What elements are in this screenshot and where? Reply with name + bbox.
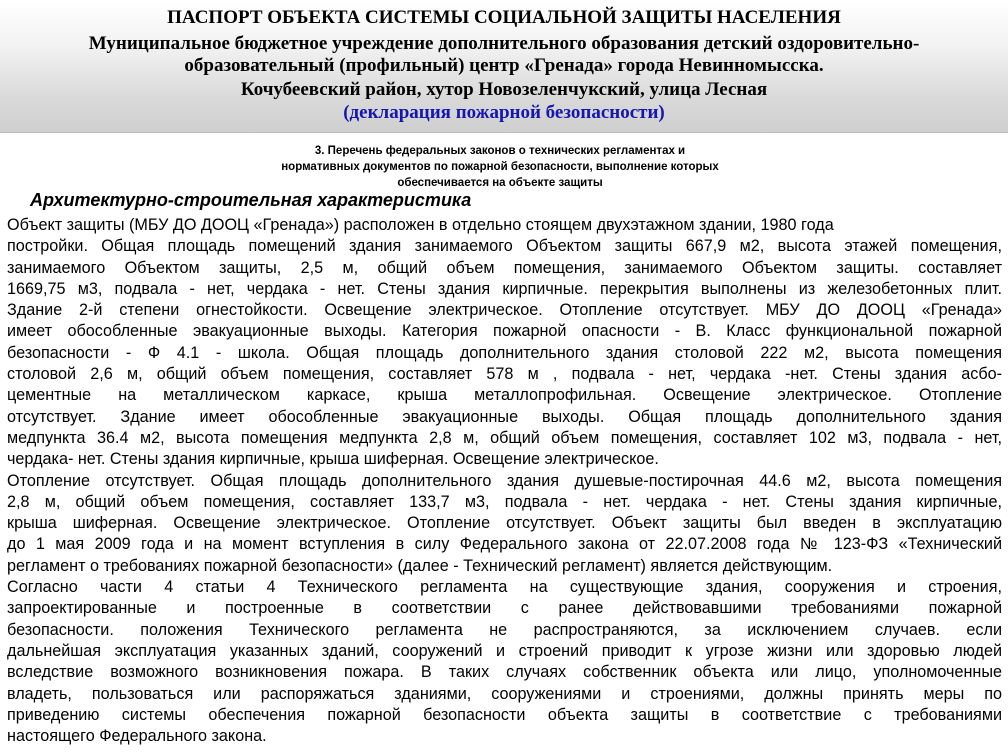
institution-name-line-1: Муниципальное бюджетное учреждение дополнительного образования детский оздоровительно- bbox=[88, 33, 920, 54]
section-heading-line-3: обеспечивается на объекте защиты bbox=[397, 177, 603, 189]
body-line: приведению системы обеспечения пожарной безопасности объекта защиты в соответствие с требованиями bbox=[7, 705, 1002, 724]
body-line: занимаемого Объектом защиты, 2,5 м, общий объем помещения, занимаемого Объектом защиты. составляет bbox=[7, 258, 1002, 277]
body-line: постройки. Общая площадь помещений здания занимаемого Объектом защиты 667,9 м2, высота этажей помещения, bbox=[7, 237, 1002, 256]
header-banner bbox=[0, 0, 1008, 133]
section-heading-line-1: 3. Перечень федеральных законов о технических регламентах и bbox=[314, 145, 686, 157]
body-line: 2,8 м, общий объем помещения, составляет 133,7 м3, подвала - нет. чердака - нет. Стены здания кирпичные, bbox=[7, 492, 1002, 511]
body-line: безопасности. положения Технического регламента не распространяются, за исключением случаев. если bbox=[7, 620, 1002, 639]
body-line: столовой 2,6 м, общий объем помещения, составляет 578 м , подвала - нет, чердака -нет. Стены здания асбо- bbox=[7, 365, 1002, 384]
body-line: вследствие возможного возникновения пожара. В таких случаях собственник объекта или лицо, уполномоченные bbox=[7, 663, 1002, 682]
body-line: крыша шиферная. Освещение электрическое. Отопление отсутствует. Объект защиты был введен в эксплуатацию bbox=[7, 514, 1002, 533]
body-line: Отопление отсутствует. Общая площадь дополнительного здания душевые-постирочная 44.6 м2, высота помещения bbox=[7, 471, 1002, 490]
body-text bbox=[7, 215, 1002, 747]
body-line: Объект защиты (МБУ ДО ДООЦ «Гренада») расположен в отдельно стоящем двухэтажном здании, 1980 года bbox=[7, 216, 834, 234]
body-line: Согласно части 4 статьи 4 Технического регламента на существующие здания, сооружения и строения, bbox=[7, 578, 1002, 597]
body-line: медпункта 36.4 м2, высота помещения медпункта 2,8 м, общий объем помещения, составляет 102 м3, подвала - нет, bbox=[7, 428, 1002, 447]
body-line: владеть, пользоваться или распоряжаться зданиями, сооружениями и строениями, должны принять меры по bbox=[7, 684, 1002, 703]
body-line: отсутствует. Здание имеет обособленные эвакуационные выходы. Общая площадь дополнительного здания bbox=[7, 407, 1002, 426]
body-line: регламент о требованиях пожарной безопасности» (далее - Технический регламент) является действующим. bbox=[7, 556, 833, 575]
body-line: Здание 2-й степени огнестойкости. Освещение электрическое. Отопление отсутствует. МБУ ДО ДООЦ «Гренада» bbox=[7, 301, 1002, 320]
body-line: 1669,75 м3, подвала - нет, чердака - нет. Стены здания кирпичные. перекрытия выполнены из железобетонных плит. bbox=[7, 279, 1002, 298]
body-line: безопасности - Ф 4.1 - школа. Общая площадь дополнительного здания столовой 222 м2, высота помещения bbox=[7, 343, 1002, 362]
institution-name-line-2: образовательный (профильный) центр «Гренада» города Невинномысска. bbox=[184, 55, 824, 76]
address-line: Кочубеевский район, хутор Новозеленчукский, улица Лесная bbox=[240, 79, 768, 100]
body-line: дальнейшая эксплуатация указанных зданий, сооружений и строений приводит к угрозе жизни или здоровью людей bbox=[7, 641, 1002, 660]
document-title: ПАСПОРТ ОБЪЕКТА СИСТЕМЫ СОЦИАЛЬНОЙ ЗАЩИТЫ НАСЕЛЕНИЯ bbox=[167, 7, 841, 28]
body-line: настоящего Федерального закона. bbox=[7, 727, 267, 746]
body-line: цементные на металлическом каркасе, крыша металлопрофильная. Освещение электрическое. Отопление bbox=[7, 386, 1002, 405]
body-line: запроектированные и построенные в соответствии с ранее действовавшими требованиями пожарной bbox=[7, 599, 1002, 618]
body-line: имеет обособленные эвакуационные выходы. Категория пожарной опасности - В. Класс функциональной пожарной bbox=[7, 322, 1002, 341]
body-line: чердака- нет. Стены здания кирпичные, крыша шиферная. Освещение электрическое. bbox=[7, 450, 659, 469]
section-heading-line-2: нормативных документов по пожарной безопасности, выполнение которых bbox=[281, 161, 719, 173]
section-heading bbox=[220, 143, 780, 191]
subsection-title: Архитектурно-строительная характеристика bbox=[30, 190, 472, 210]
body-line: до 1 мая 2009 года и на момент вступления в силу Федерального закона от 22.07.2008 года № 123-ФЗ «Технический bbox=[7, 535, 1002, 554]
declaration-label: (декларация пожарной безопасности) bbox=[343, 102, 665, 123]
